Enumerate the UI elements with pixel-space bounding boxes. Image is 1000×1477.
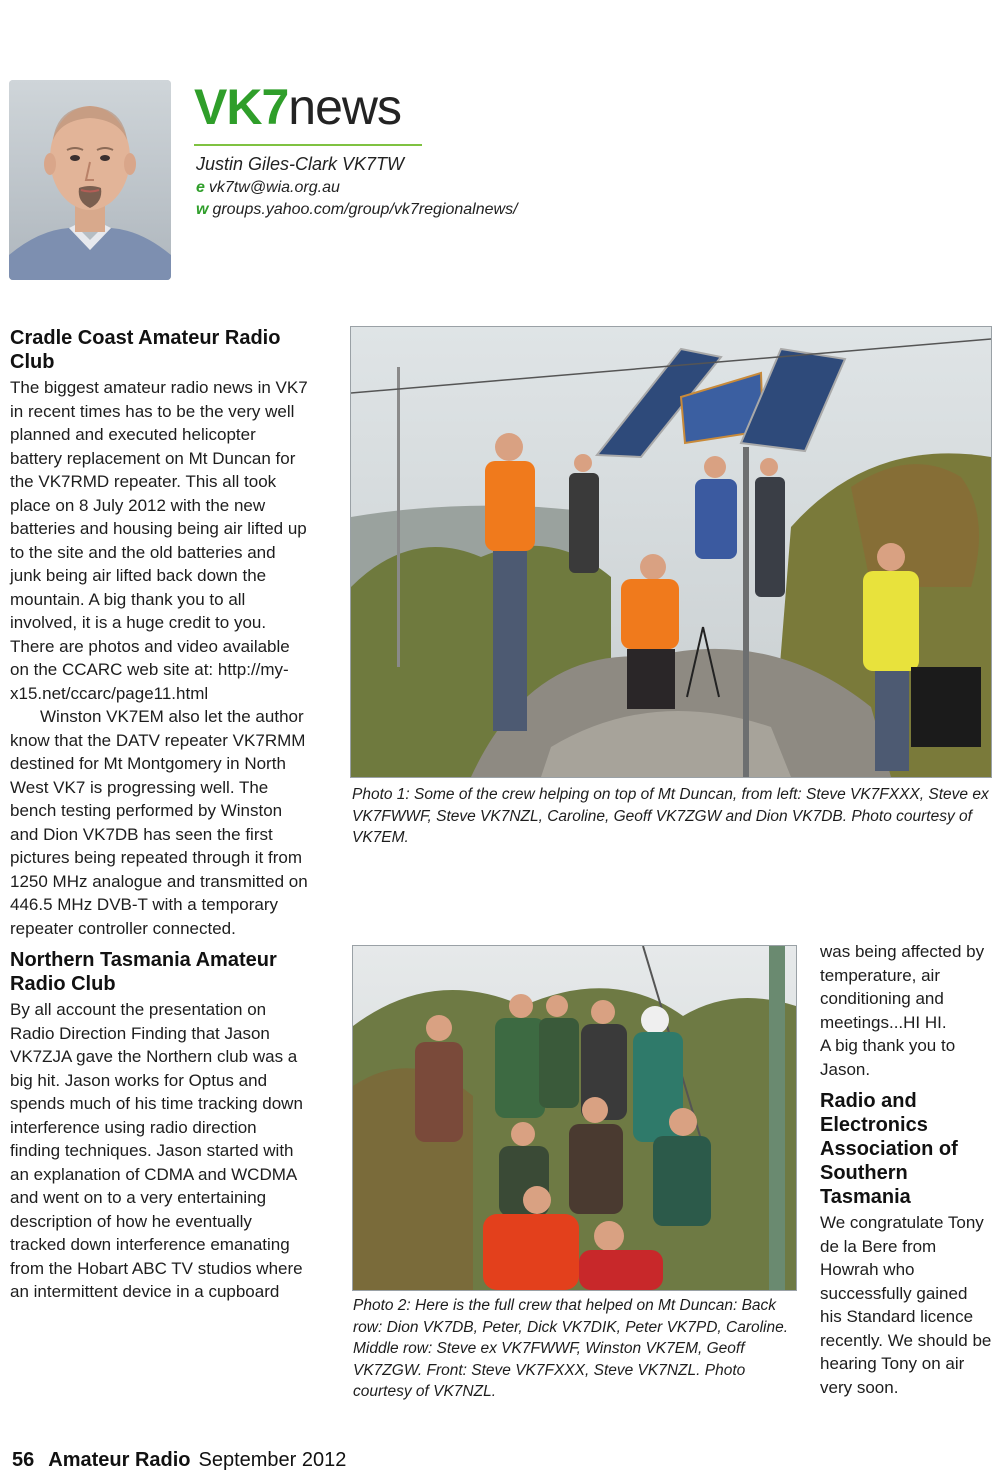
photo-2-image (353, 946, 796, 1290)
ccarc-paragraph-2: Winston VK7EM also let the author know that the DATV repeater VK7RMM destined for Mt Montgomery in North West VK7 is progressing well. The bench testing performed by Winston and Dion VK7DB has seen the first pictures being repeated through it from 1250 MHz analogue and transmitted on 446.5 MHz DVB-T with a temporary repeater controller connected. (10, 707, 308, 938)
issue-date: September 2012 (198, 1449, 347, 1471)
brand-strong: VK7 (194, 79, 289, 135)
brand-underline (194, 144, 422, 146)
web-address[interactable]: groups.yahoo.com/group/vk7regionalnews/ (212, 201, 518, 218)
photo-2-caption: Photo 2: Here is the full crew that helped on Mt Duncan: Back row: Dion VK7DB, Peter, Dick VK7DIK, Peter VK7PD, Caroline. Middle row: Steve ex VK7FWWF, Winston VK7EM, Geoff VK7ZGW. Front: Steve VK7FXXX, Steve VK7NZL. Photo courtesy of VK7NZL. (353, 1297, 789, 1400)
ntarc-paragraph-1: By all account the presentation on Radio Direction Finding that Jason VK7ZJA gave the Northern club was a big hit. Jason works for Optus and spends much of his time tracking down interference using radio direction finding techniques. Jason started with an explanation of CDMA and WCDMA and went on to a very entertaining description of how he eventually tracked down interference emanating from the Hobart ABC TV studios where an intermittent device in a cupboard (10, 1000, 303, 1301)
author-name: Justin Giles-Clark VK7TW (196, 154, 405, 174)
magazine-name: Amateur Radio (48, 1449, 191, 1471)
right-column (820, 940, 992, 1399)
ccarc-paragraph-1: The biggest amateur radio news in VK7 in recent times has to be the very well planned and executed helicopter battery replacement on Mt Duncan for the VK7RMD repeater. This all took place on 8 July 2012 with the new batteries and housing being air lifted up to the site and the old batteries and junk being air lifted back down the mountain. A big thank you to all involved, it is a huge credit to you. There are photos and video available on the CCARC web site at: http://my-x15.net/ccarc/page11.html (10, 378, 308, 703)
brand-light: news (288, 79, 401, 135)
section-brand (194, 78, 401, 136)
author-email (196, 179, 340, 197)
reast-paragraph-1: We congratulate Tony de la Bere from Howrah who successfully gained his Standard licence recently. We should be hearing Tony on air very soon. (820, 1213, 992, 1397)
ntarc-paragraph-1-continued: was being affected by temperature, air conditioning and meetings...HI HI. (820, 942, 985, 1032)
photo-1-image (351, 327, 991, 777)
author-portrait (9, 80, 171, 280)
email-address[interactable]: vk7tw@wia.org.au (208, 179, 340, 196)
ccarc-heading: Cradle Coast Amateur Radio Club (10, 327, 281, 373)
page-footer (12, 1449, 346, 1472)
author-portrait-image (9, 80, 171, 280)
photo-2 (352, 945, 797, 1291)
web-tag: w (196, 201, 209, 218)
photo-1 (350, 326, 992, 778)
ntarc-paragraph-2: A big thank you to Jason. (820, 1036, 956, 1079)
email-tag: e (196, 179, 205, 196)
photo-1-caption: Photo 1: Some of the crew helping on top of Mt Duncan, from left: Steve VK7FXXX, Steve ex VK7FWWF, Steve VK7NZL, Caroline, Geoff VK7ZGW and Dion VK7DB. Photo courtesy of VK7EM. (352, 786, 989, 846)
ntarc-heading: Northern Tasmania Amateur Radio Club (10, 949, 277, 995)
left-column (10, 326, 310, 1304)
page-number: 56 (12, 1449, 35, 1471)
author-web (196, 201, 518, 219)
reast-heading: Radio and Electronics Association of Southern Tasmania (820, 1090, 958, 1208)
